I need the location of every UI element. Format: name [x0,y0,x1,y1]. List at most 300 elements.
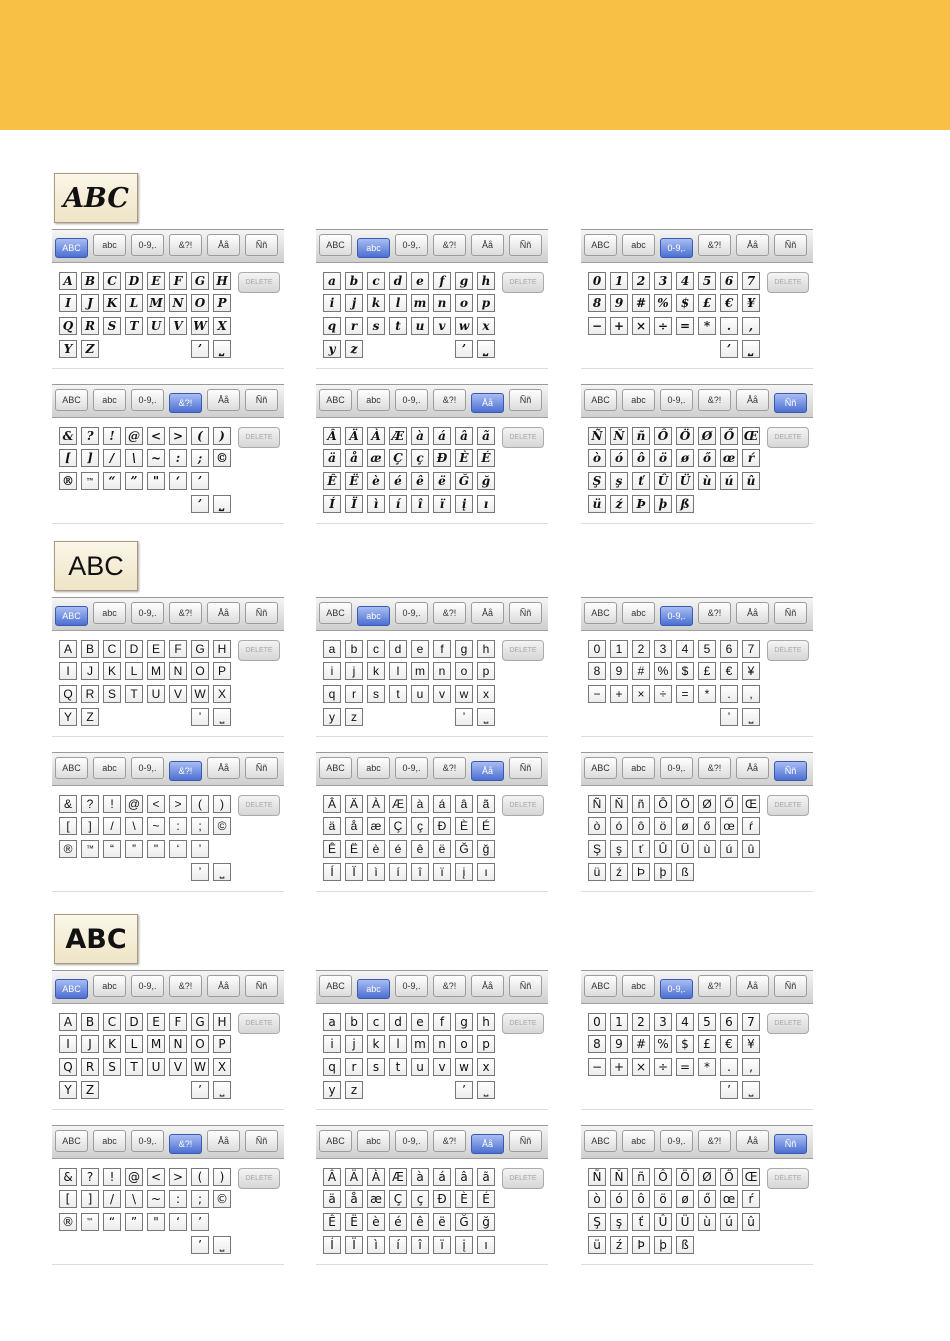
keyboard-tab[interactable]: abc [93,234,126,256]
character-key[interactable]: ’ [455,708,473,726]
character-key[interactable]: . [720,685,738,703]
character-key[interactable]: È [455,817,473,835]
character-key[interactable]: á [433,795,451,813]
keyboard-tab[interactable]: &?! [169,602,202,624]
character-key[interactable]: é [389,840,407,858]
character-key[interactable]: ’ [720,708,738,726]
character-key[interactable]: æ [367,817,385,835]
character-key[interactable]: ó [610,817,628,835]
character-key[interactable]: # [632,662,650,680]
keyboard-tab[interactable]: ABC [319,1130,352,1152]
character-key[interactable]: ù [698,472,716,490]
character-key[interactable]: / [103,449,121,467]
keyboard-tab[interactable]: 0-9,. [660,238,693,258]
character-key[interactable]: 9 [610,662,628,680]
character-key[interactable]: ” [125,1213,143,1231]
character-key[interactable]: : [169,817,187,835]
character-key[interactable]: Æ [389,1168,407,1186]
character-key[interactable]: ü [588,1236,606,1254]
character-key[interactable]: = [676,1058,694,1076]
keyboard-tab[interactable]: &?! [698,234,731,256]
character-key[interactable]: b [345,1013,363,1031]
keyboard-tab[interactable]: Ññ [509,602,542,624]
keyboard-tab[interactable]: ABC [319,757,352,779]
character-key[interactable]: S [103,317,121,335]
character-key[interactable]: ‘ [169,472,187,490]
character-key[interactable]: 1 [610,1013,628,1031]
character-key[interactable]: F [169,1013,187,1031]
character-key[interactable]: L [125,662,143,680]
character-key[interactable]: ë [433,472,451,490]
character-key[interactable]: î [411,1236,429,1254]
keyboard-tab[interactable]: ABC [319,389,352,411]
character-key[interactable]: × [632,317,650,335]
character-key[interactable]: Â [323,427,341,445]
character-key[interactable]: Œ [743,429,759,443]
character-key[interactable]: Ş [588,472,606,490]
character-key[interactable]: ! [103,427,121,445]
character-key[interactable]: h [477,272,495,290]
keyboard-tab[interactable]: abc [357,757,390,779]
character-key[interactable]: È [455,449,473,467]
character-key[interactable]: [ [59,449,77,467]
character-key[interactable]: ş [610,472,628,490]
character-key[interactable]: U [147,1058,165,1076]
character-key[interactable]: ı [477,863,495,881]
character-key[interactable]: × [632,1058,650,1076]
character-key[interactable]: © [213,817,231,835]
character-key[interactable]: à [411,795,429,813]
keyboard-tab[interactable]: 0-9,. [660,757,693,779]
character-key[interactable]: i [323,662,341,680]
keyboard-tab[interactable]: 0-9,. [660,979,693,999]
character-key[interactable]: É [477,449,495,467]
character-key[interactable]: à [411,427,429,445]
character-key[interactable]: + [610,1058,628,1076]
character-key[interactable]: C [103,272,121,290]
character-key[interactable]: / [103,817,121,835]
keyboard-tab[interactable]: Ññ [509,757,542,779]
character-key[interactable]: ÷ [654,1058,672,1076]
keyboard-tab[interactable]: &?! [433,975,466,997]
keyboard-tab[interactable]: Ññ [245,1130,278,1152]
keyboard-tab[interactable]: abc [622,602,655,624]
character-key[interactable]: R [81,1058,99,1076]
character-key[interactable]: ~ [147,817,165,835]
character-key[interactable]: q [323,1058,341,1076]
character-key[interactable]: ® [59,1213,77,1231]
character-key[interactable]: I [59,662,77,680]
character-key[interactable]: V [169,1058,187,1076]
character-key[interactable]: Ö [676,795,694,813]
character-key[interactable]: L [125,1035,143,1053]
space-key[interactable]: ⎵ [477,708,495,726]
character-key[interactable]: “ [103,1213,121,1231]
character-key[interactable]: ú [720,472,738,490]
character-key[interactable]: Í [323,1236,341,1254]
character-key[interactable]: n [433,1035,451,1053]
character-key[interactable]: û [742,840,760,858]
character-key[interactable]: b [345,640,363,658]
character-key[interactable]: Ç [389,817,407,835]
character-key[interactable]: ; [191,449,209,467]
character-key[interactable]: ‘ [169,840,187,858]
character-key[interactable]: Ø [698,427,716,445]
character-key[interactable]: , [742,317,760,335]
character-key[interactable]: ’ [455,340,473,358]
character-key[interactable]: j [345,294,363,312]
keyboard-tab[interactable]: abc [93,975,126,997]
character-key[interactable]: Ô [654,1168,672,1186]
character-key[interactable]: Z [81,708,99,726]
character-key[interactable]: þ [654,495,672,513]
character-key[interactable]: F [169,640,187,658]
character-key[interactable]: ( [191,427,209,445]
character-key[interactable]: p [477,662,495,680]
character-key[interactable]: ő [698,449,716,467]
keyboard-tab[interactable]: 0-9,. [131,234,164,256]
character-key[interactable]: y [323,340,341,358]
space-key[interactable]: ⎵ [213,1236,231,1254]
character-key[interactable]: 6 [720,1013,738,1031]
delete-button[interactable]: DELETE [502,427,544,448]
character-key[interactable]: Œ [742,795,760,813]
delete-button[interactable]: DELETE [767,640,809,661]
keyboard-tab[interactable]: Åå [471,234,504,256]
keyboard-tab[interactable]: ABC [584,389,617,411]
delete-button[interactable]: DELETE [238,427,280,448]
keyboard-tab[interactable]: &?! [433,757,466,779]
keyboard-tab[interactable]: abc [622,234,655,256]
character-key[interactable]: N [169,294,187,312]
character-key[interactable]: E [147,272,165,290]
character-key[interactable]: þ [654,1236,672,1254]
character-key[interactable]: ß [676,1236,694,1254]
character-key[interactable]: Q [59,317,77,335]
character-key[interactable]: € [720,662,738,680]
character-key[interactable]: S [103,685,121,703]
keyboard-tab[interactable]: Ññ [774,602,807,624]
character-key[interactable]: ™ [81,840,99,858]
character-key[interactable]: ê [411,1213,429,1231]
keyboard-tab[interactable]: Åå [736,1130,769,1152]
character-key[interactable]: Ş [588,1213,606,1231]
character-key[interactable]: − [588,1058,606,1076]
keyboard-tab[interactable]: &?! [698,757,731,779]
character-key[interactable]: ı [477,495,495,513]
character-key[interactable]: a [323,1013,341,1031]
character-key[interactable]: d [389,640,407,658]
character-key[interactable]: N [169,1035,187,1053]
character-key[interactable]: Ï [345,1236,363,1254]
character-key[interactable]: å [345,817,363,835]
keyboard-tab[interactable]: &?! [169,234,202,256]
keyboard-tab[interactable]: Åå [207,757,240,779]
character-key[interactable]: % [654,1035,672,1053]
character-key[interactable]: v [433,685,451,703]
character-key[interactable]: < [147,427,165,445]
character-key[interactable]: Ë [345,472,363,490]
keyboard-tab[interactable]: 0-9,. [131,975,164,997]
character-key[interactable]: K [103,662,121,680]
character-key[interactable]: 5 [698,272,716,290]
character-key[interactable]: r [345,317,363,335]
character-key[interactable]: ” [125,472,143,490]
keyboard-tab[interactable]: &?! [169,1134,202,1154]
character-key[interactable]: Ê [323,472,341,490]
character-key[interactable]: X [213,685,231,703]
character-key[interactable]: ! [103,795,121,813]
character-key[interactable]: à [411,1168,429,1186]
keyboard-tab[interactable]: Ññ [509,234,542,256]
character-key[interactable]: ” [125,840,143,858]
character-key[interactable]: G [191,640,209,658]
character-key[interactable]: t [389,1058,407,1076]
keyboard-tab[interactable]: &?! [433,389,466,411]
character-key[interactable]: c [367,640,385,658]
character-key[interactable]: A [59,640,77,658]
character-key[interactable]: 7 [742,640,760,658]
keyboard-tab[interactable]: abc [622,1130,655,1152]
character-key[interactable]: j [345,662,363,680]
character-key[interactable]: í [389,495,407,513]
character-key[interactable]: ë [433,1213,451,1231]
character-key[interactable]: Â [323,1168,341,1186]
character-key[interactable]: S [103,1058,121,1076]
keyboard-tab[interactable]: &?! [433,1130,466,1152]
character-key[interactable]: Ő [720,427,738,445]
space-key[interactable]: ⎵ [213,495,231,513]
character-key[interactable]: > [169,1168,187,1186]
character-key[interactable]: @ [125,1168,143,1186]
character-key[interactable]: ÷ [654,685,672,703]
character-key[interactable]: ğ [477,1213,495,1231]
character-key[interactable]: g [455,272,473,290]
character-key[interactable]: Í [323,495,341,513]
character-key[interactable]: ç [411,1190,429,1208]
character-key[interactable]: & [59,427,77,445]
character-key[interactable]: ø [676,449,694,467]
character-key[interactable]: ’ [191,1081,209,1099]
character-key[interactable]: Þ [632,863,650,881]
character-key[interactable]: 9 [610,294,628,312]
character-key[interactable]: w [455,685,473,703]
character-key[interactable]: 7 [742,1013,760,1031]
keyboard-tab[interactable]: ABC [55,757,88,779]
character-key[interactable]: À [367,1168,385,1186]
character-key[interactable]: u [411,317,429,335]
character-key[interactable]: Q [59,685,77,703]
character-key[interactable]: á [433,427,451,445]
character-key[interactable]: / [103,1190,121,1208]
character-key[interactable]: ö [654,817,672,835]
character-key[interactable]: n [433,294,451,312]
character-key[interactable]: ’ [720,340,738,358]
character-key[interactable]: v [433,317,451,335]
character-key[interactable]: Ï [345,495,363,513]
character-key[interactable]: x [477,685,495,703]
keyboard-tab[interactable]: ABC [584,602,617,624]
character-key[interactable]: û [742,1213,760,1231]
character-key[interactable]: Ð [433,1190,451,1208]
character-key[interactable]: % [654,294,672,312]
character-key[interactable]: C [103,640,121,658]
character-key[interactable]: Æ [389,427,407,445]
character-key[interactable]: î [411,863,429,881]
keyboard-tab[interactable]: ABC [319,602,352,624]
character-key[interactable]: À [367,427,385,445]
character-key[interactable]: 1 [610,640,628,658]
character-key[interactable]: ù [698,840,716,858]
character-key[interactable]: 9 [610,1035,628,1053]
keyboard-tab[interactable]: ABC [55,979,88,999]
character-key[interactable]: é [389,472,407,490]
keyboard-tab[interactable]: Ññ [245,602,278,624]
character-key[interactable]: 2 [632,1013,650,1031]
character-key[interactable]: g [455,640,473,658]
character-key[interactable]: * [698,1058,716,1076]
character-key[interactable]: ) [213,1168,231,1186]
character-key[interactable]: ş [610,840,628,858]
character-key[interactable]: × [632,685,650,703]
character-key[interactable]: d [389,1013,407,1031]
character-key[interactable]: Ä [345,795,363,813]
character-key[interactable]: f [433,272,451,290]
character-key[interactable]: & [59,1168,77,1186]
character-key[interactable]: H [213,272,231,290]
keyboard-tab[interactable]: abc [357,238,390,258]
character-key[interactable]: Z [81,340,99,358]
character-key[interactable]: ) [213,795,231,813]
character-key[interactable]: 3 [654,1013,672,1031]
character-key[interactable]: % [654,662,672,680]
character-key[interactable]: Þ [632,495,650,513]
character-key[interactable]: þ [654,863,672,881]
character-key[interactable]: & [59,795,77,813]
character-key[interactable]: 8 [588,294,606,312]
delete-button[interactable]: DELETE [767,1168,809,1189]
keyboard-tab[interactable]: &?! [169,393,202,413]
character-key[interactable]: Ň [610,1168,628,1186]
character-key[interactable]: D [125,1013,143,1031]
character-key[interactable]: ï [433,495,451,513]
character-key[interactable]: ê [411,472,429,490]
keyboard-tab[interactable]: &?! [169,761,202,781]
character-key[interactable]: G [191,1013,209,1031]
character-key[interactable]: P [213,1035,231,1053]
character-key[interactable]: î [411,495,429,513]
character-key[interactable]: Ä [345,427,363,445]
character-key[interactable]: è [367,472,385,490]
keyboard-tab[interactable]: Åå [736,975,769,997]
character-key[interactable]: ¥ [742,1035,760,1053]
keyboard-tab[interactable]: 0-9,. [395,757,428,779]
character-key[interactable]: a [323,640,341,658]
character-key[interactable]: £ [698,1035,716,1053]
keyboard-tab[interactable]: &?! [698,602,731,624]
character-key[interactable]: @ [125,427,143,445]
keyboard-tab[interactable]: 0-9,. [660,389,693,411]
character-key[interactable]: Ü [676,840,694,858]
character-key[interactable]: r [345,685,363,703]
keyboard-tab[interactable]: Ññ [774,234,807,256]
character-key[interactable]: W [191,317,209,335]
character-key[interactable]: Ë [345,840,363,858]
character-key[interactable]: N [169,662,187,680]
character-key[interactable]: 4 [676,1013,694,1031]
character-key[interactable]: x [477,1058,495,1076]
character-key[interactable]: E [147,1013,165,1031]
character-key[interactable]: é [389,1213,407,1231]
character-key[interactable]: f [433,1013,451,1031]
character-key[interactable]: ™ [81,472,99,490]
character-key[interactable]: 0 [588,640,606,658]
character-key[interactable]: ’ [455,1081,473,1099]
keyboard-tab[interactable]: Åå [471,602,504,624]
character-key[interactable]: ® [59,472,77,490]
delete-button[interactable]: DELETE [502,640,544,661]
keyboard-tab[interactable]: 0-9,. [131,602,164,624]
character-key[interactable]: X [213,1058,231,1076]
character-key[interactable]: = [676,685,694,703]
character-key[interactable]: P [213,662,231,680]
character-key[interactable]: ò [588,1190,606,1208]
character-key[interactable]: b [345,272,363,290]
character-key[interactable]: " [147,1213,165,1231]
character-key[interactable]: ß [676,495,694,513]
character-key[interactable]: p [477,294,495,312]
character-key[interactable]: . [720,317,738,335]
delete-button[interactable]: DELETE [767,795,809,816]
character-key[interactable]: û [742,472,760,490]
keyboard-tab[interactable]: 0-9,. [395,975,428,997]
keyboard-tab[interactable]: Ññ [245,975,278,997]
keyboard-tab[interactable]: Åå [207,1130,240,1152]
character-key[interactable]: z [345,708,363,726]
character-key[interactable]: i [323,1035,341,1053]
character-key[interactable]: ’ [191,708,209,726]
character-key[interactable]: Æ [389,795,407,813]
character-key[interactable]: w [455,1058,473,1076]
character-key[interactable]: L [125,294,143,312]
character-key[interactable]: ü [588,863,606,881]
character-key[interactable]: e [411,640,429,658]
character-key[interactable]: J [81,662,99,680]
character-key[interactable]: Ç [389,449,407,467]
character-key[interactable]: ê [411,840,429,858]
keyboard-tab[interactable]: ABC [55,389,88,411]
character-key[interactable]: m [411,1035,429,1053]
delete-button[interactable]: DELETE [238,1013,280,1034]
character-key[interactable]: D [125,272,143,290]
space-key[interactable]: ⎵ [742,1081,760,1099]
character-key[interactable]: Þ [632,1236,650,1254]
character-key[interactable]: ë [433,840,451,858]
character-key[interactable]: Ő [720,1168,738,1186]
keyboard-tab[interactable]: abc [93,602,126,624]
character-key[interactable]: E [147,640,165,658]
character-key[interactable]: ¥ [742,662,760,680]
keyboard-tab[interactable]: Ññ [509,389,542,411]
character-key[interactable]: É [477,817,495,835]
character-key[interactable]: B [81,1013,99,1031]
character-key[interactable]: d [389,272,407,290]
character-key[interactable]: F [169,272,187,290]
character-key[interactable]: ì [367,1236,385,1254]
keyboard-tab[interactable]: abc [93,757,126,779]
keyboard-tab[interactable]: Åå [736,757,769,779]
keyboard-tab[interactable]: &?! [433,234,466,256]
